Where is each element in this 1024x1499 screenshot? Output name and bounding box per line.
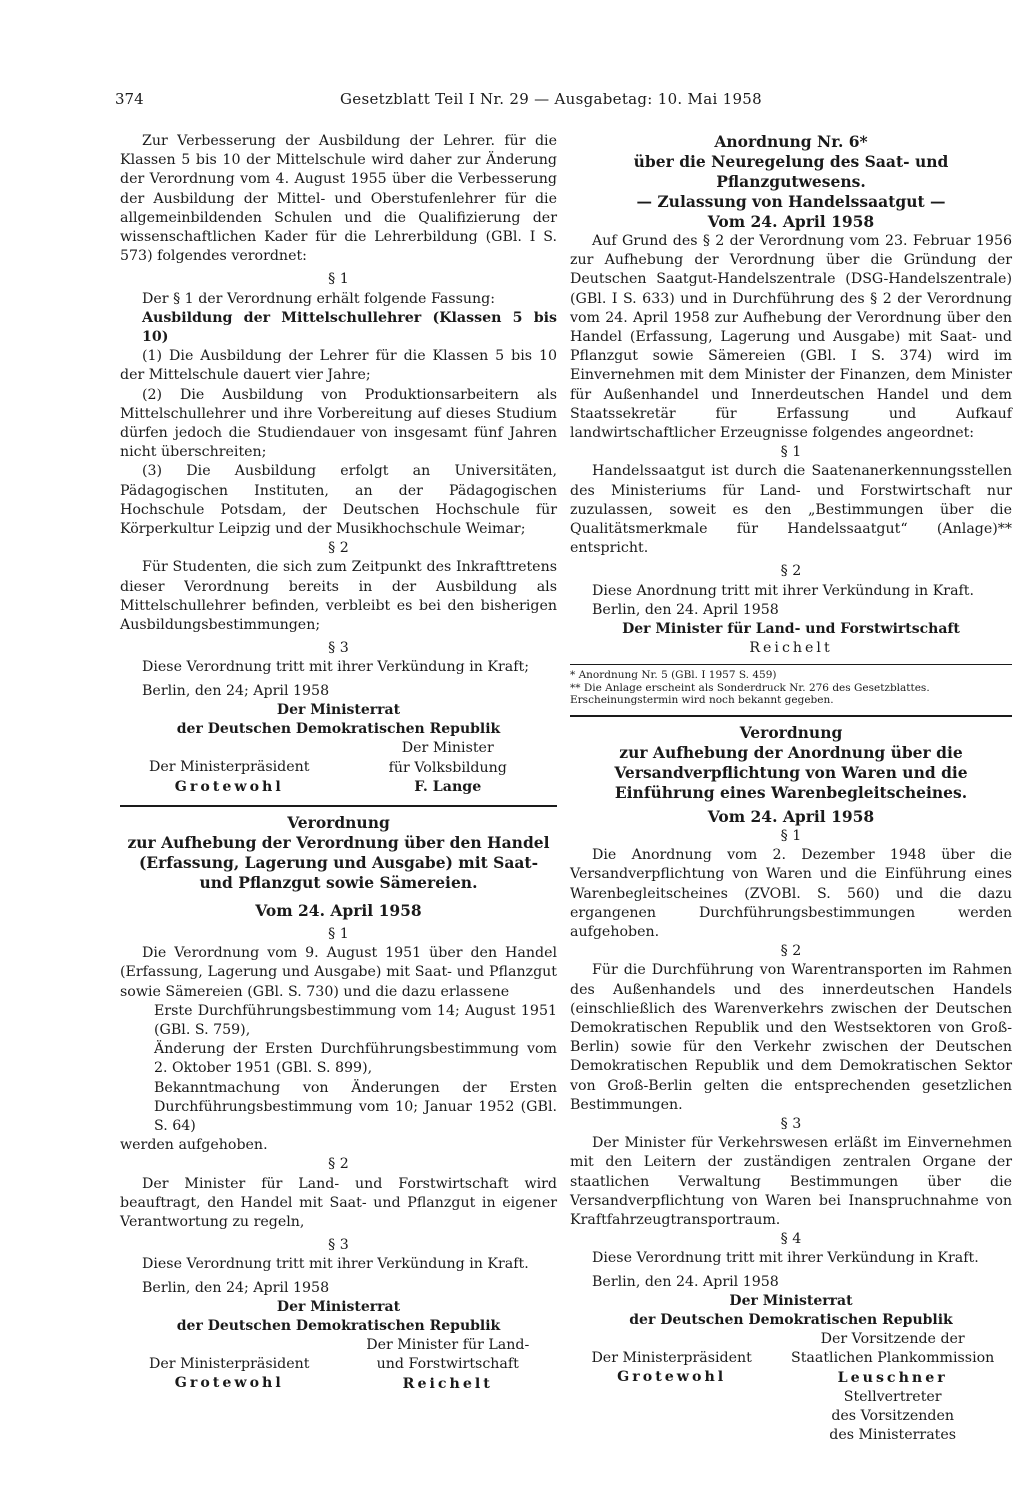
footnote-1: * Anordnung Nr. 5 (GBl. I 1957 S. 459): [570, 669, 777, 682]
signature-org-2: der Deutschen Demokratischen Republik: [176, 721, 501, 738]
order-intro: Auf Grund des § 2 der Verordnung vom 23. Februar 1956 zur Aufhebung der Verordnung über die Gründung der Deutschen Saatgut-Handelszentrale (DSG-Handelszentrale) (GBl. I S. 633) und in Durchführung des § 2 der Verordnung vom 24. April 1958 zur Aufhebung der Verordnung über den Handel (Erfassung, Lagerung und Ausgabe) mit Saat- und Pflanzgut sowie Sämereien (GBl. I S. 374) wird im Einvernehmen mit dem Minister der Finanzen, dem Minister für Außenhandel und Innerdeutschen Handel und dem Staatssekretär für Erfassung und Aufkauf landwirtschaftlicher Erzeugnisse folgendes angeordnet:: [570, 233, 1012, 442]
decree-3-signature-left-name: Grotewohl: [617, 1369, 727, 1386]
order-date: Vom 24. April 1958: [707, 212, 875, 231]
running-title: Gesetzblatt Teil I Nr. 29 — Ausgabetag: 10. Mai 1958: [340, 90, 762, 108]
decree-2-section-2-text: Der Minister für Land- und Forstwirtschaft wird beauftragt, den Handel mit Saat- und Pflanzgut in eigener Verantwortung zu regeln,: [120, 1175, 557, 1230]
decree-3-section-3-label: § 3: [780, 1116, 802, 1133]
decree-3-section-4-label: § 4: [780, 1231, 802, 1248]
decree-2-signature-left-role: Der Ministerpräsident: [149, 1356, 310, 1373]
decree-2-section-1-text: Die Verordnung vom 9. August 1951 über den Handel (Erfassung, Lagerung und Ausgabe) mit Saat- und Pflanzgut sowie Sämereien (GBl. S. 730) und die dazu erlassene: [120, 945, 557, 1000]
page-number: 374: [115, 90, 144, 108]
decree-3-signature-deputy-3: des Ministerrates: [829, 1427, 957, 1444]
section-divider-right: [570, 715, 1012, 717]
left-column: [120, 132, 557, 1394]
decree-2-date: Vom 24. April 1958: [255, 900, 422, 920]
section-2-label: § 2: [328, 540, 349, 557]
decree-2-signature-right-role-2: und Forstwirtschaft: [376, 1356, 519, 1373]
decree-2-section-2-label: § 2: [328, 1156, 349, 1173]
decree-3-title: Verordnung: [739, 722, 843, 742]
decree-3-signature-right-role-1: Der Vorsitzende der: [820, 1331, 965, 1348]
section-2-text: Für Studenten, die sich zum Zeitpunkt des Inkrafttretens dieser Verordnung bereits in der Ausbildung als Mittelschullehrer befinden, verbleibt es bei den bisherigen Ausbildungsbestimmungen;: [120, 559, 557, 634]
section-1-para-2: (2) Die Ausbildung von Produktionsarbeitern als Mittelschullehrer und ihre Vorbereitung auf dieses Studium dürfen jedoch die Studiendauer von insgesamt fünf Jahren nicht überschreiten;: [120, 386, 557, 461]
decree-3-section-4-text: Diese Verordnung tritt mit ihrer Verkündung in Kraft.: [592, 1250, 979, 1267]
intro-paragraph: Zur Verbesserung der Ausbildung der Lehrer. für die Klassen 5 bis 10 der Mittelschule wird daher zur Änderung der Verordnung vom 4. August 1955 über die Verbesserung der Ausbildung der Mittel- und Oberstufenlehrer für die allgemeinbildenden Schulen und die Qualifizierung der wissenschaftlichen Kader für die Lehrerbildung (GBl. I S. 573) folgendes verordnet:: [120, 133, 557, 265]
section-1-para-3: (3) Die Ausbildung erfolgt an Universitäten, Pädagogischen Instituten, an der Pädagogischen Hochschule Potsdam, der Deutschen Hochschule für Körperkultur Leipzig und der Musikhochschule Weimar;: [120, 463, 557, 538]
decree-3-section-2-text: Für die Durchführung von Warentransporten im Rahmen des Außenhandels und des innerdeutschen Handels (einschließlich des Warenverkehrs zwischen der Deutschen Demokratischen Republik und den Westsektoren von Groß-Berlin) sowie für den Verkehr zwischen der Deutschen Demokratischen Republik und dem Demokratischen Sektor von Groß-Berlin gelten die entsprechenden gesetzlichen Bestimmungen.: [570, 962, 1012, 1113]
decree-2-signature-right-role-1: Der Minister für Land-: [366, 1337, 530, 1354]
order-signature-role: Der Minister für Land- und Forstwirtschaft: [622, 621, 960, 638]
decree-3-date: Vom 24. April 1958: [707, 806, 875, 826]
decree-3-signature-deputy-2: des Vorsitzenden: [831, 1408, 954, 1425]
signature-right-name: F. Lange: [414, 778, 482, 795]
order-section-1-label: § 1: [780, 444, 802, 461]
decree-3-place-date: Berlin, den 24. April 1958: [592, 1273, 779, 1290]
section-1-heading: Ausbildung der Mittelschullehrer (Klassen 5 bis 10): [142, 309, 557, 346]
order-subtitle: über die Neuregelung des Saat- und Pflanzgutwesens.: [633, 152, 949, 191]
place-date: Berlin, den 24; April 1958: [142, 682, 330, 699]
signature-right-role-1: Der Minister: [401, 740, 494, 757]
signature-right-role-2: für Volksbildung: [388, 759, 507, 776]
order-section-1-text: Handelssaatgut ist durch die Saatenanerkennungsstellen des Ministeriums für Land- und Forstwirtschaft nur zuzulassen, soweit es den „Bestimmungen über die Qualitätsmerkmale für Handelssaatgut“ (Anlage)** entspricht.: [570, 463, 1012, 557]
order-title: Anordnung Nr. 6*: [714, 132, 868, 151]
signature-left-name: Grotewohl: [174, 778, 284, 795]
decree-2-place-date: Berlin, den 24; April 1958: [142, 1279, 330, 1296]
decree-3-signature-right-role-2: Staatlichen Plankommission: [791, 1350, 995, 1367]
decree-3-subtitle: zur Aufhebung der Anordnung über die Versandverpflichtung von Waren und die Einführung eines Warenbegleitscheines.: [614, 742, 968, 802]
decree-2-signature-org-1: Der Ministerrat: [276, 1298, 401, 1315]
decree-3-signature-org-2: der Deutschen Demokratischen Republik: [629, 1312, 953, 1329]
decree-3-section-2-label: § 2: [780, 943, 802, 960]
decree-3-section-1-label: § 1: [780, 827, 802, 844]
footnote-divider: [570, 664, 1012, 665]
decree-2-signature-left-name: Grotewohl: [174, 1375, 284, 1392]
section-3-label: § 3: [328, 640, 349, 657]
decree-2-section-3-label: § 3: [328, 1237, 349, 1254]
page-header: [115, 90, 1015, 112]
section-1-label: § 1: [328, 271, 349, 288]
decree-3-signature-right-name: Leuschner: [837, 1369, 948, 1386]
section-3-text: Diese Verordnung tritt mit ihrer Verkündung in Kraft;: [142, 659, 530, 676]
decree-3-signature-left-role: Der Ministerpräsident: [591, 1350, 752, 1367]
section-divider: [120, 805, 557, 807]
footnote-2: ** Die Anlage erscheint als Sonderdruck Nr. 276 des Gesetzblattes. Erscheinungstermin wird noch bekannt gegeben.: [570, 681, 930, 707]
decree-2-section-1-label: § 1: [328, 925, 349, 942]
signature-left-role: Der Ministerpräsident: [149, 759, 310, 776]
decree-2-signature-right-name: Reichelt: [402, 1375, 493, 1392]
decree-3-signature-deputy-1: Stellvertreter: [843, 1388, 942, 1405]
decree-2-list-item-3: Bekanntmachung von Änderungen der Ersten Durchführungsbestimmung vom 10; Januar 1952 (GBl. S. 64): [154, 1079, 557, 1134]
decree-2-subtitle: zur Aufhebung der Verordnung über den Handel (Erfassung, Lagerung und Ausgabe) mit Saat- und Pflanzgut sowie Sämereien.: [127, 832, 550, 892]
decree-3-section-1-text: Die Anordnung vom 2. Dezember 1948 über die Versandverpflichtung von Waren und die Einführung eines Warenbegleitscheines (ZVOBl. S. 560) und die dazu ergangenen Durchführungsbestimmungen werden aufgehoben.: [570, 847, 1012, 940]
order-signature-name: Reichelt: [749, 640, 833, 657]
decree-3-section-3-text: Der Minister für Verkehrswesen erläßt im Einvernehmen mit den Leitern der zuständigen zentralen Organe der staatlichen Verwaltung Bestimmungen über die Versandverpflichtung von Waren bei Inanspruchnahme von Kraftfahrzeugtransportraum.: [570, 1135, 1012, 1229]
decree-2-signature-block: [120, 1336, 557, 1394]
section-1-para-1: (1) Die Ausbildung der Lehrer für die Klassen 5 bis 10 der Mittelschule dauert vier Jahre;: [120, 348, 557, 384]
decree-2-list-item-2: Änderung der Ersten Durchführungsbestimmung vom 2. Oktober 1951 (GBl. S. 899),: [154, 1041, 557, 1077]
decree-3-signature-block: [570, 1330, 1012, 1445]
section-1-text: Der § 1 der Verordnung erhält folgende Fassung:: [142, 290, 495, 307]
decree-2-title: Verordnung: [287, 812, 390, 832]
decree-2-section-1-end: werden aufgehoben.: [120, 1137, 268, 1154]
decree-2-signature-org-2: der Deutschen Demokratischen Republik: [176, 1317, 501, 1334]
order-subtitle-2: — Zulassung von Handelssaatgut —: [636, 192, 946, 211]
decree-2-section-3-text: Diese Verordnung tritt mit ihrer Verkündung in Kraft.: [142, 1256, 529, 1273]
order-section-2-label: § 2: [780, 563, 802, 580]
decree-2-list-item-1: Erste Durchführungsbestimmung vom 14; August 1951 (GBl. S. 759),: [154, 1002, 557, 1038]
right-column: [570, 132, 1012, 1445]
signature-org-1: Der Ministerrat: [276, 701, 401, 718]
decree-3-signature-org-1: Der Ministerrat: [729, 1292, 853, 1309]
signature-block: [120, 739, 557, 797]
order-section-2-text: Diese Anordnung tritt mit ihrer Verkündung in Kraft.: [592, 582, 974, 599]
order-place-date: Berlin, den 24. April 1958: [592, 601, 779, 618]
